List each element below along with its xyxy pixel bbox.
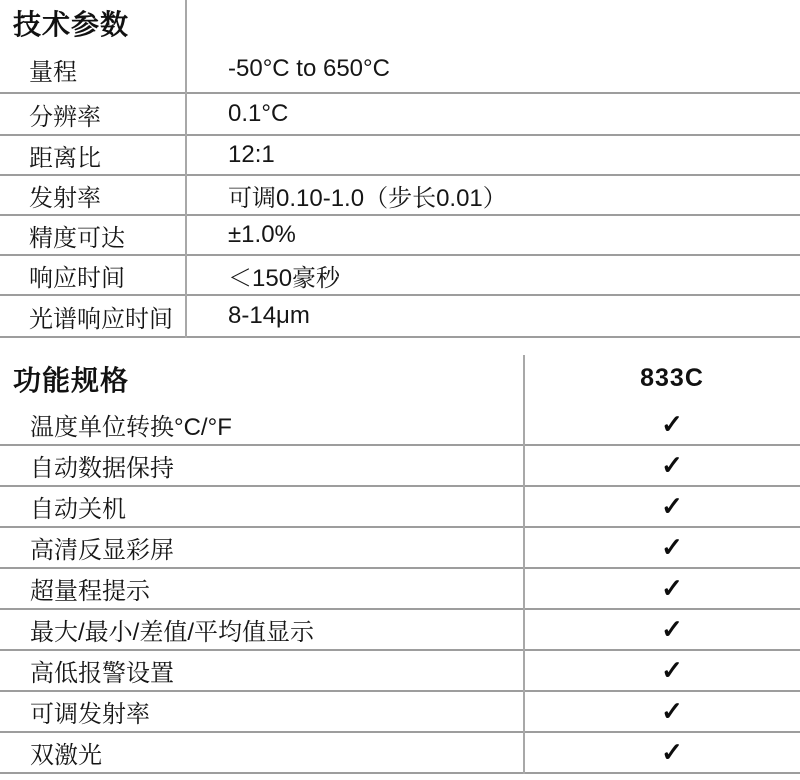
model-name: 833C	[640, 364, 704, 392]
features-header-row	[0, 352, 800, 405]
spec-label: 发射率	[29, 184, 101, 212]
spec-label: 光谱响应时间	[29, 305, 173, 333]
feature-label: 超量程提示	[30, 578, 150, 605]
spec-row-accuracy	[0, 216, 800, 256]
spec-label: 距离比	[29, 144, 101, 172]
spec-label: 精度可达	[29, 224, 125, 252]
tech-column-divider	[185, 0, 187, 338]
feature-row-unit-conversion	[0, 405, 800, 446]
spec-value: ＜150豪秒	[228, 264, 341, 292]
features-column-divider	[523, 355, 525, 774]
spec-value: ±1.0%	[228, 221, 296, 248]
tech-title-row	[0, 0, 800, 46]
feature-label: 最大/最小/差值/平均值显示	[30, 619, 315, 646]
feature-label: 自动数据保持	[30, 455, 174, 482]
feature-row-over-range-alert	[0, 569, 800, 610]
check-icon: ✓	[661, 573, 683, 603]
spec-value: 8-14μm	[228, 302, 310, 329]
feature-row-alarm-settings	[0, 651, 800, 692]
check-icon: ✓	[661, 655, 683, 685]
feature-label: 可调发射率	[30, 701, 150, 728]
spec-row-distance-ratio	[0, 136, 800, 176]
feature-row-adjustable-emissivity	[0, 692, 800, 733]
spec-value: 可调0.10-1.0（步长0.01）	[228, 184, 507, 212]
check-icon: ✓	[661, 409, 683, 439]
check-icon: ✓	[661, 450, 683, 480]
feature-row-max-min-diff-avg	[0, 610, 800, 651]
feature-label: 双激光	[30, 742, 102, 769]
spec-row-range	[0, 46, 800, 94]
spec-value: -50°C to 650°C	[228, 55, 390, 82]
features-title: 功能规格	[13, 364, 130, 396]
features-section	[0, 352, 800, 774]
spec-label: 量程	[29, 58, 77, 86]
spec-value: 0.1°C	[228, 100, 289, 127]
tech-specs-title: 技术参数	[13, 9, 130, 40]
tech-specs-section	[0, 0, 800, 338]
check-icon: ✓	[661, 532, 683, 562]
check-icon: ✓	[661, 614, 683, 644]
spec-label: 分辨率	[29, 103, 101, 131]
feature-label: 高低报警设置	[30, 660, 174, 687]
spec-label: 响应时间	[29, 264, 125, 292]
check-icon: ✓	[661, 696, 683, 726]
spec-row-emissivity	[0, 176, 800, 216]
check-icon: ✓	[661, 491, 683, 521]
feature-label: 高清反显彩屏	[30, 537, 174, 564]
spec-value: 12:1	[228, 141, 275, 168]
spec-row-resolution	[0, 94, 800, 136]
feature-label: 温度单位转换°C/°F	[30, 414, 232, 441]
spec-row-response-time	[0, 256, 800, 296]
feature-row-auto-power-off	[0, 487, 800, 528]
feature-row-dual-laser	[0, 733, 800, 774]
feature-label: 自动关机	[30, 496, 126, 523]
feature-row-auto-data-hold	[0, 446, 800, 487]
feature-row-hd-color-screen	[0, 528, 800, 569]
check-icon: ✓	[661, 737, 683, 767]
spec-row-spectral-response	[0, 296, 800, 338]
